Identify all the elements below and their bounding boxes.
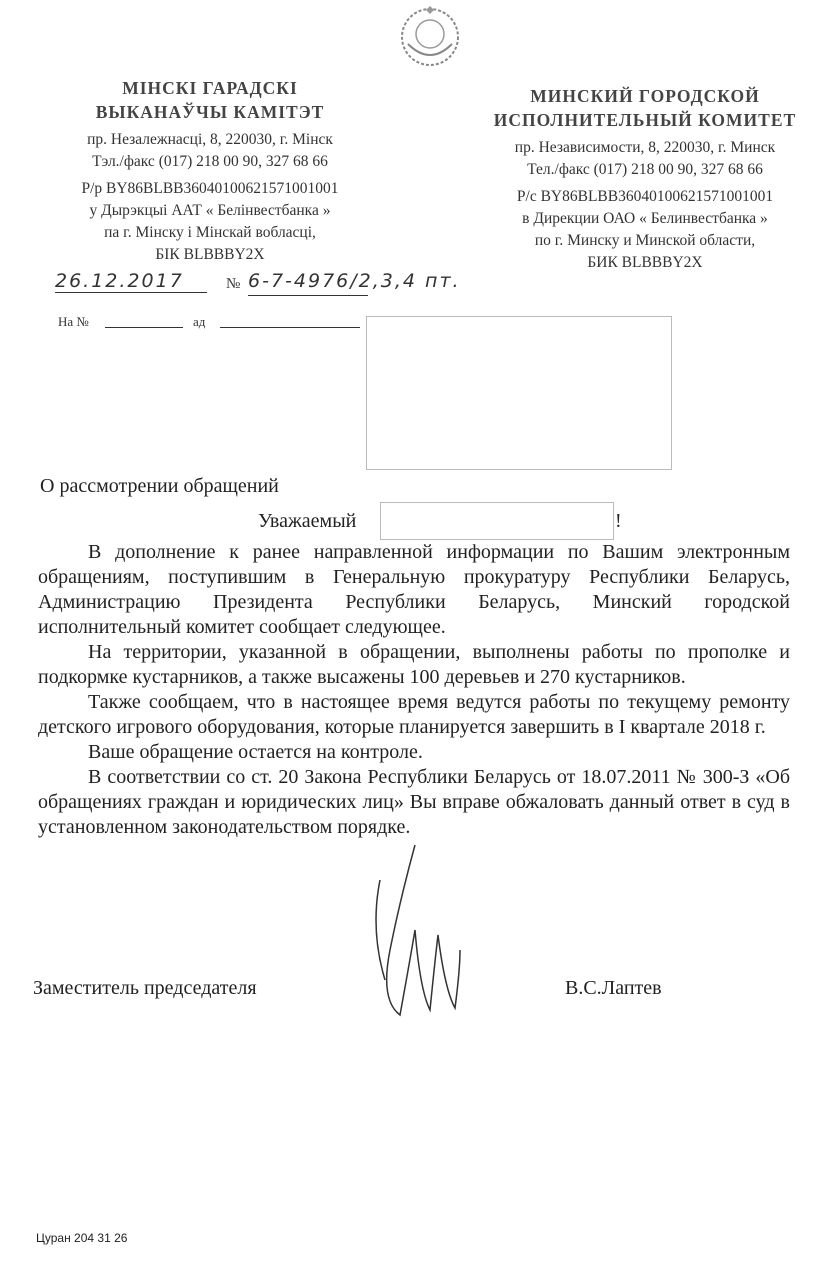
org-account: Р/р BY86BLBB36040100621571001001 <box>81 180 339 197</box>
salutation-prefix: Уважаемый <box>258 510 357 532</box>
letter-number: 6-7-4976/2,3,4 пт. <box>248 270 461 292</box>
reply-from-label: ад <box>193 314 206 329</box>
org-title-line: МИНСКИЙ ГОРОДСКОЙ <box>530 86 760 106</box>
org-region: по г. Минску и Минской области, <box>534 232 756 249</box>
paragraph: Также сообщаем, что в настоящее время ведутся работы по текущему ремонту детского игрового оборудования, которые планируется завершить в I квартале 2018 г. <box>38 691 790 738</box>
org-title-line: ВЫКАНАЎЧЫ КАМІТЭТ <box>95 102 325 122</box>
number-underline <box>248 295 368 296</box>
number-label: № <box>226 276 241 292</box>
paragraph: Ваше обращение остается на контроле. <box>88 741 423 763</box>
paragraph: На территории, указанной в обращении, выполнены работы по прополке и подкормке кустарников, а также высажены 100 деревьев и 270 кустарников. <box>38 641 790 688</box>
org-address: пр. Незалежнасці, 8, 220030, г. Мінск <box>87 131 333 148</box>
org-region: па г. Мінску і Мінскай вобласці, <box>104 224 316 241</box>
reply-number-blank <box>105 327 183 328</box>
executor-footer: Цуран 204 31 26 <box>36 1231 128 1245</box>
subject-line: О рассмотрении обращений <box>40 475 279 497</box>
salutation-suffix: ! <box>615 510 622 532</box>
handwritten-signature <box>360 840 480 1030</box>
org-account: Р/с BY86BLBB36040100621571001001 <box>516 188 774 205</box>
org-title-line: МІНСКІ ГАРАДСКІ <box>122 78 298 98</box>
reply-date-blank <box>220 327 360 328</box>
org-bic: БИК BLBBBY2X <box>587 254 703 271</box>
org-address: пр. Независимости, 8, 220030, г. Минск <box>514 139 776 156</box>
letterhead-right <box>470 84 820 274</box>
signatory-name: В.С.Лаптев <box>565 977 662 999</box>
org-phone: Тел./факс (017) 218 00 90, 327 68 66 <box>527 161 763 178</box>
redacted-name <box>380 502 614 540</box>
redacted-addressee <box>366 316 672 470</box>
org-bank: в Дирекции ОАО « Белинвестбанка » <box>522 210 768 227</box>
paragraph: В дополнение к ранее направленной информации по Вашим электронным обращениям, поступившим в Генеральную прокуратуру Республики Беларусь, Администрацию Президента Республики Беларусь, Минский городской исполнительный комитет сообщает следующее. <box>38 541 790 638</box>
org-phone: Тэл./факс (017) 218 00 90, 327 68 66 <box>92 153 328 170</box>
paragraph: В соответствии со ст. 20 Закона Республики Беларусь от 18.07.2011 № 300-З «Об обращениях граждан и юридических лиц» Вы вправе обжаловать данный ответ в суд в установленном законодательством порядке. <box>38 766 790 838</box>
signatory-position: Заместитель председателя <box>33 977 257 999</box>
org-bic: БІК BLBBBY2X <box>155 246 265 263</box>
letter-date: 26.12.2017 <box>55 270 207 293</box>
letter-body <box>38 540 790 840</box>
org-title-line: ИСПОЛНИТЕЛЬНЫЙ КОМИТЕТ <box>493 110 797 130</box>
org-bank: у Дырэкцыі ААТ « Белінвестбанка » <box>89 202 331 219</box>
reply-number-label: На № <box>58 314 89 329</box>
coat-of-arms-emblem <box>398 4 462 70</box>
letterhead-left <box>40 76 380 266</box>
